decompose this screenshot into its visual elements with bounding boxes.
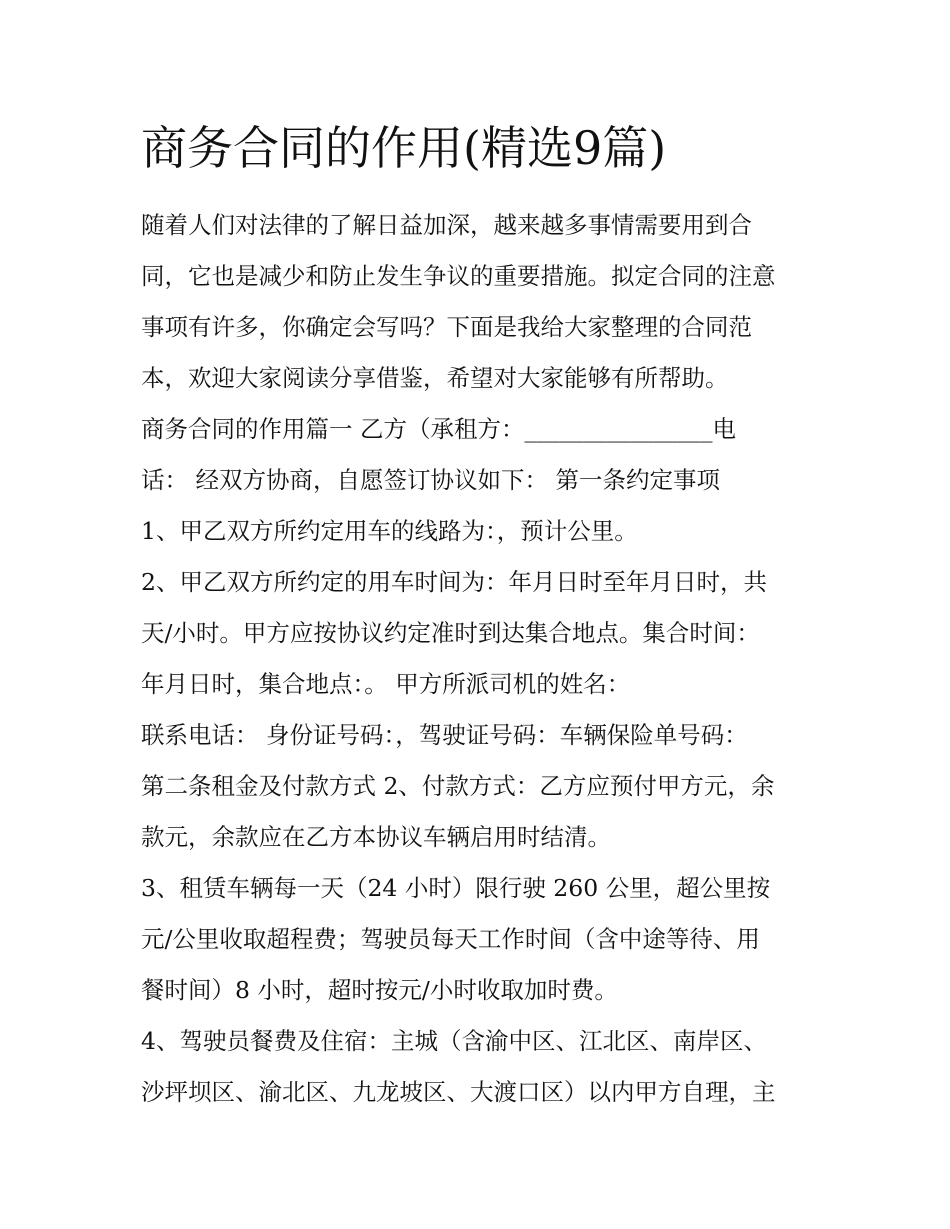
text-line: 本，欢迎大家阅读分享借鉴，希望对大家能够有所帮助。 [141,364,729,392]
text-line: 1、甲乙双方所约定用车的线路为：，预计公里。 [141,517,638,545]
text-line: 元/公里收取超程费；驾驶员每天工作时间（含中途等待、用 [141,925,760,953]
document-title: 商务合同的作用(精选9篇) [141,121,667,175]
text-line: 沙坪坝区、渝北区、九龙坡区、大渡口区）以内甲方自理，主 [141,1078,776,1106]
text-line: 第二条租金及付款方式 2、付款方式：乙方应预付甲方元，余 [141,772,775,800]
text-line: 话： 经双方协商，自愿签订协议如下： 第一条约定事项 [141,466,720,494]
text-line: 同，它也是减少和防止发生争议的重要措施。拟定合同的注意 [141,262,776,290]
text-line: 年月日时，集合地点：。 甲方所派司机的姓名： [141,670,631,698]
text-line: 事项有许多，你确定会写吗？下面是我给大家整理的合同范 [141,313,752,341]
text-line: 天/小时。甲方应按协议约定准时到达集合地点。集合时间： [141,619,760,647]
text-line: 2、甲乙双方所约定的用车时间为：年月日时至年月日时，共 [141,568,767,596]
text-line: 随着人们对法律的了解日益加深，越来越多事情需要用到合 [141,211,752,239]
text-line: 4、驾驶员餐费及住宿：主城（含渝中区、江北区、南岸区、 [141,1027,767,1055]
text-line: 款元，余款应在乙方本协议车辆启用时结清。 [141,823,611,851]
text-line: 3、租赁车辆每一天（24 小时）限行驶 260 公里，超公里按 [141,874,771,902]
text-line: 联系电话： 身份证号码：，驾驶证号码：车辆保险单号码： [141,721,748,749]
text-line: 商务合同的作用篇一 乙方（承租方：________________电 [141,415,736,443]
document-body [141,200,821,1118]
text-line: 餐时间）8 小时，超时按元/小时收取加时费。 [141,976,618,1004]
